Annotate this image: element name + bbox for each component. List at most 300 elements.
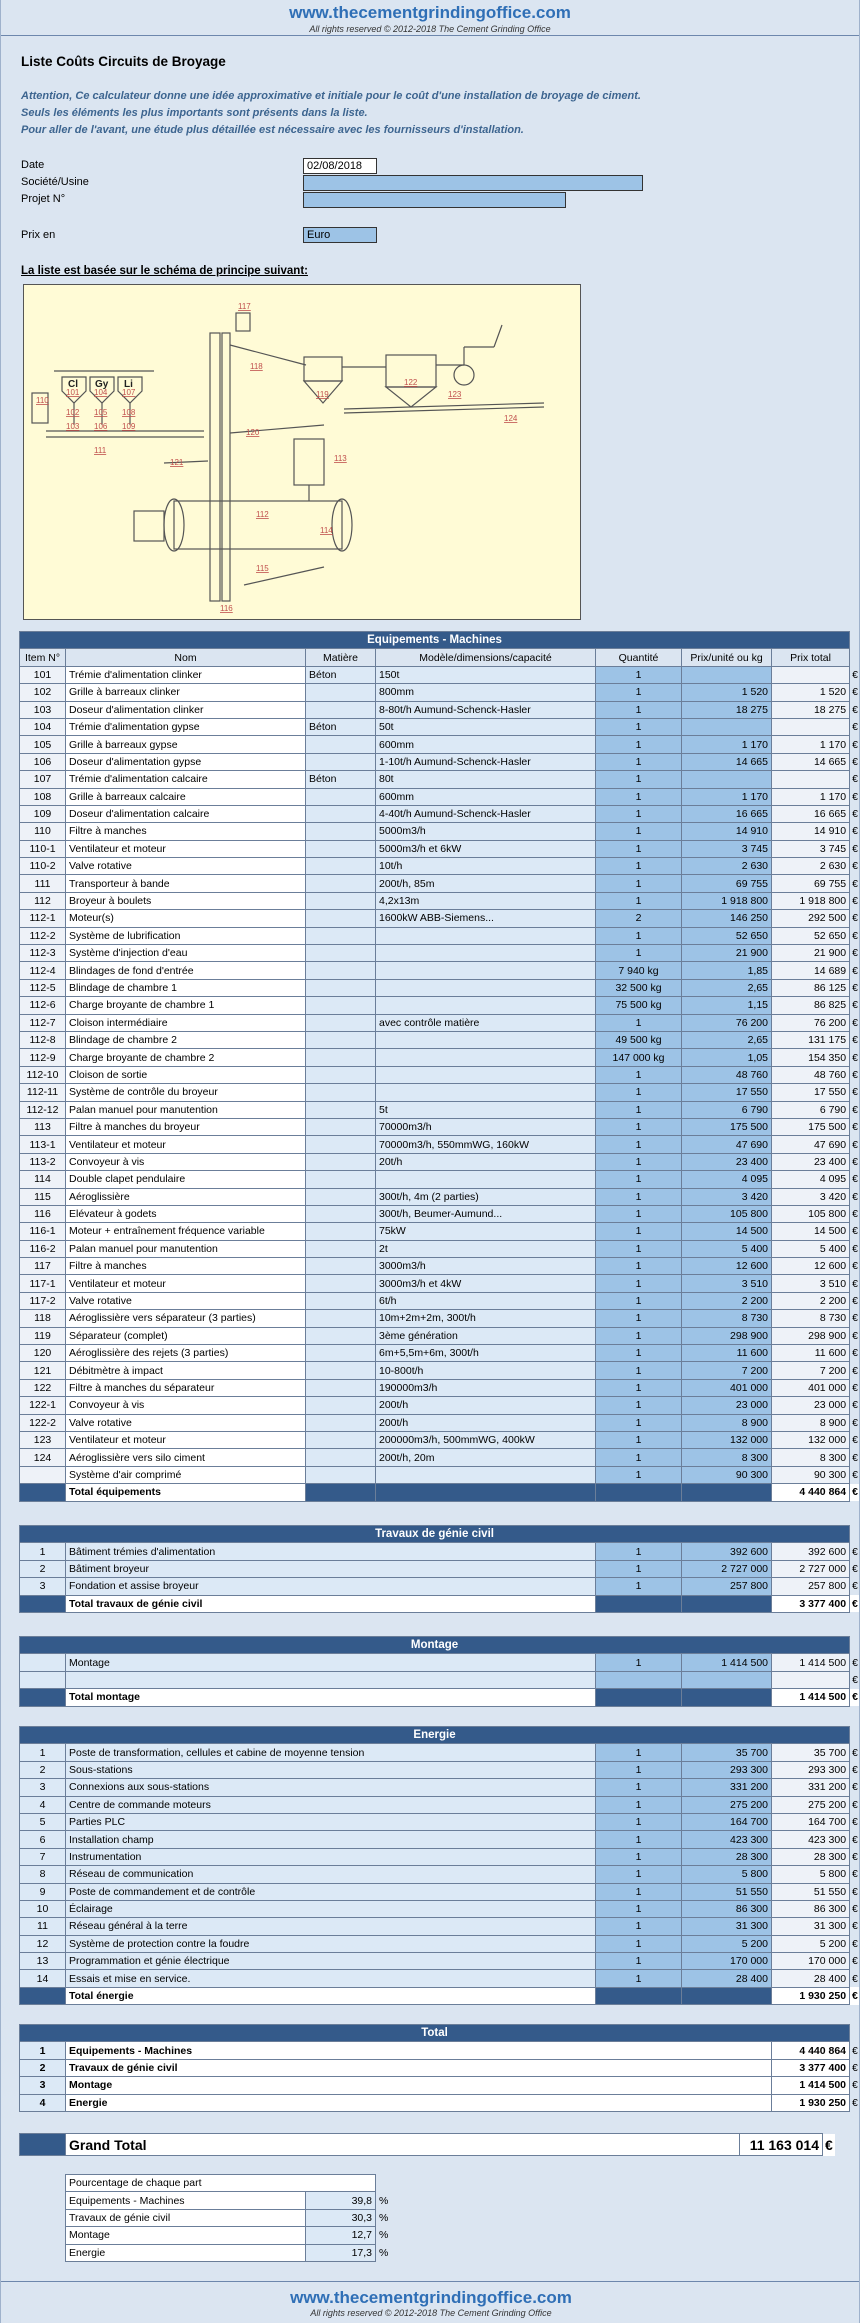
item-name: Elévateur à godets [66,1205,306,1222]
item-model[interactable]: 70000m3/h [376,1118,596,1135]
item-model[interactable]: 300t/h, 4m (2 parties) [376,1188,596,1205]
item-quantity[interactable]: 1 [596,1101,682,1118]
item-unit-price[interactable]: 52 650 [682,927,772,944]
item-unit-price[interactable]: 35 700 [682,1744,772,1761]
item-model[interactable]: 5t [376,1101,596,1118]
montage-table [19,1636,860,1707]
currency-symbol: € [850,1362,860,1379]
site-link[interactable]: www.thecementgrindingoffice.com [289,3,571,22]
item-unit-price[interactable]: 76 200 [682,1014,772,1031]
item-unit-price[interactable]: 11 600 [682,1345,772,1362]
item-number [20,1466,66,1483]
page-title: Liste Coûts Circuits de Broyage [21,54,226,69]
item-quantity[interactable]: 1 [596,805,682,822]
item-model[interactable]: 10-800t/h [376,1362,596,1379]
item-unit-price[interactable]: 14 910 [682,823,772,840]
item-quantity[interactable]: 1 [596,1449,682,1466]
table-row [20,1449,860,1466]
item-quantity[interactable]: 1 [596,1345,682,1362]
item-total-price: 90 300 [772,1466,850,1483]
item-unit-price[interactable]: 132 000 [682,1431,772,1448]
item-unit-price[interactable]: 3 745 [682,840,772,857]
item-quantity[interactable]: 1 [596,1796,682,1813]
item-unit-price[interactable]: 298 900 [682,1327,772,1344]
item-model[interactable]: 4,2x13m [376,892,596,909]
item-model[interactable] [376,979,596,996]
item-quantity[interactable]: 1 [596,684,682,701]
item-material[interactable] [306,910,376,927]
item-material[interactable] [306,684,376,701]
item-material[interactable] [306,858,376,875]
item-quantity[interactable]: 32 500 kg [596,979,682,996]
item-unit-price[interactable]: 8 900 [682,1414,772,1431]
svg-text:117: 117 [238,302,251,311]
item-material[interactable] [306,1327,376,1344]
item-name: Doseur d'alimentation gypse [66,753,306,770]
item-material[interactable] [306,1240,376,1257]
item-material[interactable] [306,1014,376,1031]
item-quantity[interactable]: 1 [596,718,682,735]
item-quantity[interactable]: 1 [596,1813,682,1830]
item-model[interactable] [376,997,596,1014]
item-unit-price[interactable]: 1 520 [682,684,772,701]
item-quantity[interactable]: 1 [596,1431,682,1448]
percentage-table [65,2174,396,2262]
item-quantity[interactable]: 1 [596,1866,682,1883]
item-material[interactable] [306,1258,376,1275]
item-material[interactable] [306,1345,376,1362]
item-quantity[interactable]: 1 [596,1171,682,1188]
col-name: Nom [66,649,306,666]
item-material[interactable] [306,1188,376,1205]
item-quantity[interactable]: 1 [596,1761,682,1778]
item-quantity[interactable]: 1 [596,788,682,805]
table-row [20,1431,860,1448]
item-quantity[interactable]: 1 [596,1275,682,1292]
item-unit-price[interactable]: 5 400 [682,1240,772,1257]
item-name: Filtre à manches du broyeur [66,1118,306,1135]
item-unit-price[interactable]: 1,05 [682,1049,772,1066]
item-unit-price[interactable]: 2 200 [682,1292,772,1309]
site-link[interactable]: www.thecementgrindingoffice.com [290,2288,572,2307]
table-row [20,910,860,927]
item-name: Éclairage [66,1900,596,1917]
item-quantity[interactable]: 1 [596,1654,682,1671]
item-material[interactable] [306,788,376,805]
item-quantity[interactable]: 1 [596,1258,682,1275]
item-quantity[interactable]: 1 [596,1779,682,1796]
item-quantity[interactable]: 1 [596,1136,682,1153]
item-quantity[interactable]: 1 [596,1970,682,1987]
item-model[interactable]: 600mm [376,736,596,753]
table-row [20,1240,860,1257]
item-quantity[interactable]: 1 [596,1362,682,1379]
item-model[interactable]: 190000m3/h [376,1379,596,1396]
table-row [20,1848,860,1865]
item-unit-price[interactable] [682,666,772,683]
item-material[interactable] [306,1205,376,1222]
table-row [20,684,860,701]
item-model[interactable]: avec contrôle matière [376,1014,596,1031]
item-model[interactable] [376,1031,596,1048]
item-model[interactable]: 200000m3/h, 500mmWG, 400kW [376,1431,596,1448]
item-unit-price[interactable]: 1 414 500 [682,1654,772,1671]
item-quantity[interactable]: 1 [596,927,682,944]
item-material[interactable] [306,1275,376,1292]
item-quantity[interactable]: 1 [596,1560,682,1577]
item-material[interactable]: Béton [306,718,376,735]
item-material[interactable]: Béton [306,771,376,788]
total-item-value: 1 414 500 [772,2077,850,2094]
item-unit-price[interactable]: 1 170 [682,788,772,805]
item-quantity[interactable]: 1 [596,1223,682,1240]
item-model[interactable]: 5000m3/h et 6kW [376,840,596,857]
item-unit-price[interactable]: 2,65 [682,1031,772,1048]
item-material[interactable] [306,701,376,718]
item-number: 115 [20,1188,66,1205]
item-unit-price[interactable]: 48 760 [682,1066,772,1083]
item-quantity[interactable]: 1 [596,1831,682,1848]
project-field[interactable] [303,192,566,208]
item-quantity[interactable]: 1 [596,1543,682,1560]
total-item-name: Equipements - Machines [66,2042,772,2059]
item-material[interactable] [306,753,376,770]
item-total-price: 8 730 [772,1310,850,1327]
item-number: 122-2 [20,1414,66,1431]
item-number: 10 [20,1900,66,1917]
item-total-price: 2 200 [772,1292,850,1309]
item-unit-price[interactable]: 401 000 [682,1379,772,1396]
currency-symbol: € [850,1431,860,1448]
item-name: Montage [66,1654,596,1671]
item-quantity[interactable]: 1 [596,1848,682,1865]
item-unit-price[interactable]: 3 510 [682,1275,772,1292]
svg-text:101: 101 [66,388,80,397]
total-item-name: Energie [66,2094,772,2111]
item-model[interactable]: 70000m3/h, 550mmWG, 160kW [376,1136,596,1153]
item-unit-price[interactable]: 5 200 [682,1935,772,1952]
item-quantity[interactable]: 1 [596,1240,682,1257]
svg-text:114: 114 [320,526,333,535]
item-model[interactable] [376,1049,596,1066]
item-unit-price[interactable]: 7 200 [682,1362,772,1379]
item-material[interactable] [306,1414,376,1431]
item-name: Poste de commandement et de contrôle [66,1883,596,1900]
item-unit-price[interactable]: 90 300 [682,1466,772,1483]
item-quantity[interactable]: 1 [596,1188,682,1205]
item-material[interactable] [306,1153,376,1170]
item-model[interactable]: 200t/h [376,1414,596,1431]
item-model[interactable]: 5000m3/h [376,823,596,840]
item-material[interactable] [306,805,376,822]
item-quantity[interactable]: 1 [596,823,682,840]
item-model[interactable] [376,1066,596,1083]
item-material[interactable] [306,875,376,892]
item-model[interactable]: 10m+2m+2m, 300t/h [376,1310,596,1327]
item-material[interactable]: Béton [306,666,376,683]
item-model[interactable]: 2t [376,1240,596,1257]
item-unit-price[interactable]: 423 300 [682,1831,772,1848]
item-unit-price[interactable]: 18 275 [682,701,772,718]
item-total-price: 5 400 [772,1240,850,1257]
item-quantity[interactable]: 1 [596,892,682,909]
item-material[interactable] [306,1066,376,1083]
item-unit-price[interactable]: 146 250 [682,910,772,927]
item-quantity[interactable]: 1 [596,1310,682,1327]
item-material[interactable] [306,945,376,962]
item-unit-price[interactable]: 8 730 [682,1310,772,1327]
item-unit-price[interactable]: 105 800 [682,1205,772,1222]
item-unit-price[interactable]: 5 800 [682,1866,772,1883]
item-unit-price[interactable]: 175 500 [682,1118,772,1135]
item-name: Filtre à manches du séparateur [66,1379,306,1396]
table-row [20,1397,860,1414]
item-model[interactable]: 6m+5,5m+6m, 300t/h [376,1345,596,1362]
svg-text:111: 111 [94,446,107,455]
item-quantity[interactable]: 1 [596,1084,682,1101]
item-model[interactable]: 300t/h, Beumer-Aumund... [376,1205,596,1222]
item-quantity[interactable]: 1 [596,1883,682,1900]
item-material[interactable] [306,927,376,944]
item-model[interactable]: 200t/h, 85m [376,875,596,892]
item-model[interactable]: 200t/h [376,1397,596,1414]
item-total-price: 28 400 [772,1970,850,1987]
currency-symbol: € [850,1414,860,1431]
item-model[interactable]: 200t/h, 20m [376,1449,596,1466]
item-material[interactable] [306,979,376,996]
item-quantity[interactable]: 1 [596,875,682,892]
item-unit-price[interactable]: 21 900 [682,945,772,962]
item-quantity[interactable]: 7 940 kg [596,962,682,979]
table-row [20,1831,860,1848]
item-material[interactable] [306,1449,376,1466]
item-unit-price[interactable]: 23 000 [682,1397,772,1414]
item-model[interactable]: 10t/h [376,858,596,875]
company-field[interactable] [303,175,643,191]
item-material[interactable] [306,1362,376,1379]
item-unit-price[interactable]: 16 665 [682,805,772,822]
item-model[interactable]: 8-80t/h Aumund-Schenck-Hasler [376,701,596,718]
item-name: Moteur + entraînement fréquence variable [66,1223,306,1240]
item-quantity[interactable]: 1 [596,753,682,770]
item-unit-price[interactable]: 3 420 [682,1188,772,1205]
item-quantity[interactable]: 1 [596,1578,682,1595]
date-field[interactable]: 02/08/2018 [303,158,377,174]
currency-symbol: € [850,1595,860,1612]
currency-field[interactable]: Euro [303,227,377,243]
item-quantity[interactable]: 1 [596,701,682,718]
item-total-price: 76 200 [772,1014,850,1031]
item-model[interactable]: 150t [376,666,596,683]
item-unit-price[interactable]: 1 918 800 [682,892,772,909]
item-model[interactable]: 75kW [376,1223,596,1240]
item-quantity[interactable]: 49 500 kg [596,1031,682,1048]
item-unit-price[interactable]: 12 600 [682,1258,772,1275]
item-unit-price[interactable]: 23 400 [682,1153,772,1170]
item-number: 104 [20,718,66,735]
item-model[interactable] [376,1084,596,1101]
item-material[interactable] [306,1397,376,1414]
item-quantity[interactable]: 1 [596,736,682,753]
item-total-price: 23 400 [772,1153,850,1170]
item-quantity[interactable]: 1 [596,1953,682,1970]
item-material[interactable] [306,1031,376,1048]
item-quantity[interactable]: 1 [596,1466,682,1483]
item-quantity[interactable]: 1 [596,1014,682,1031]
item-unit-price[interactable]: 2 727 000 [682,1560,772,1577]
item-quantity[interactable]: 1 [596,1066,682,1083]
item-model[interactable] [376,945,596,962]
item-model[interactable]: 3ème génération [376,1327,596,1344]
item-unit-price[interactable]: 28 400 [682,1970,772,1987]
item-material[interactable] [306,1171,376,1188]
table-row [66,2227,396,2244]
item-model[interactable]: 1600kW ABB-Siemens... [376,910,596,927]
table-row [20,1031,860,1048]
item-unit-price[interactable]: 31 300 [682,1918,772,1935]
item-material[interactable] [306,1292,376,1309]
item-model[interactable]: 3000m3/h et 4kW [376,1275,596,1292]
item-quantity[interactable]: 1 [596,840,682,857]
item-unit-price[interactable]: 275 200 [682,1796,772,1813]
item-model[interactable] [376,1466,596,1483]
item-model[interactable]: 1-10t/h Aumund-Schenck-Hasler [376,753,596,770]
item-material[interactable] [306,1431,376,1448]
item-quantity[interactable]: 1 [596,1379,682,1396]
item-quantity[interactable]: 147 000 kg [596,1049,682,1066]
item-quantity[interactable]: 1 [596,1414,682,1431]
item-total-price: 14 910 [772,823,850,840]
item-unit-price[interactable]: 8 300 [682,1449,772,1466]
item-quantity[interactable]: 1 [596,1292,682,1309]
item-model[interactable]: 4-40t/h Aumund-Schenck-Hasler [376,805,596,822]
svg-text:121: 121 [170,458,184,467]
item-name: Blindages de fond d'entrée [66,962,306,979]
item-model[interactable] [376,962,596,979]
item-material[interactable] [306,1118,376,1135]
item-material[interactable] [306,823,376,840]
item-quantity[interactable]: 1 [596,1153,682,1170]
item-quantity[interactable]: 1 [596,945,682,962]
item-name [66,1671,596,1688]
item-quantity[interactable]: 1 [596,666,682,683]
table-row [20,1813,860,1830]
item-quantity[interactable] [596,1671,682,1688]
item-number: 112-12 [20,1101,66,1118]
item-material[interactable] [306,840,376,857]
item-unit-price[interactable]: 1 170 [682,736,772,753]
item-model[interactable] [376,927,596,944]
item-unit-price[interactable]: 257 800 [682,1578,772,1595]
item-material[interactable] [306,1379,376,1396]
item-quantity[interactable]: 1 [596,1327,682,1344]
item-unit-price[interactable]: 6 790 [682,1101,772,1118]
table-row [20,701,860,718]
item-quantity[interactable]: 1 [596,1397,682,1414]
item-model[interactable]: 6t/h [376,1292,596,1309]
item-material[interactable] [306,962,376,979]
item-unit-price[interactable]: 14 500 [682,1223,772,1240]
item-unit-price[interactable]: 293 300 [682,1761,772,1778]
item-quantity[interactable]: 1 [596,1118,682,1135]
item-model[interactable]: 800mm [376,684,596,701]
item-material[interactable] [306,892,376,909]
item-quantity[interactable]: 1 [596,1900,682,1917]
item-material[interactable] [306,736,376,753]
item-quantity[interactable]: 1 [596,1935,682,1952]
item-model[interactable]: 20t/h [376,1153,596,1170]
item-quantity[interactable]: 1 [596,771,682,788]
item-unit-price[interactable]: 28 300 [682,1848,772,1865]
item-unit-price[interactable]: 164 700 [682,1813,772,1830]
item-model[interactable]: 600mm [376,788,596,805]
item-unit-price[interactable]: 86 300 [682,1900,772,1917]
item-number: 3 [20,1578,66,1595]
item-number [20,1671,66,1688]
item-material[interactable] [306,997,376,1014]
item-unit-price[interactable] [682,771,772,788]
item-unit-price[interactable]: 2,65 [682,979,772,996]
item-unit-price[interactable]: 4 095 [682,1171,772,1188]
item-unit-price[interactable]: 1,85 [682,962,772,979]
item-model[interactable]: 3000m3/h [376,1258,596,1275]
currency-symbol: € [850,805,860,822]
item-unit-price[interactable]: 170 000 [682,1953,772,1970]
item-unit-price[interactable]: 51 550 [682,1883,772,1900]
item-material[interactable] [306,1310,376,1327]
item-quantity[interactable]: 1 [596,1205,682,1222]
item-material[interactable] [306,1466,376,1483]
item-unit-price[interactable]: 392 600 [682,1543,772,1560]
item-material[interactable] [306,1049,376,1066]
item-unit-price[interactable]: 331 200 [682,1779,772,1796]
item-quantity[interactable]: 2 [596,910,682,927]
item-quantity[interactable]: 1 [596,1744,682,1761]
item-material[interactable] [306,1084,376,1101]
item-material[interactable] [306,1136,376,1153]
svg-text:110: 110 [36,396,49,405]
item-unit-price[interactable]: 2 630 [682,858,772,875]
item-model[interactable]: 50t [376,718,596,735]
item-unit-price[interactable] [682,1671,772,1688]
item-number: 113-1 [20,1136,66,1153]
item-quantity[interactable]: 1 [596,858,682,875]
intro-text [21,88,841,139]
item-number: 110 [20,823,66,840]
item-unit-price[interactable]: 1,15 [682,997,772,1014]
col-model: Modèle/dimensions/capacité [376,649,596,666]
item-unit-price[interactable]: 69 755 [682,875,772,892]
table-row [20,1310,860,1327]
svg-text:104: 104 [94,388,108,397]
item-unit-price[interactable]: 14 665 [682,753,772,770]
table-row [20,1761,860,1778]
item-name: Charge broyante de chambre 1 [66,997,306,1014]
item-quantity[interactable]: 75 500 kg [596,997,682,1014]
item-unit-price[interactable] [682,718,772,735]
item-unit-price[interactable]: 17 550 [682,1084,772,1101]
item-model[interactable] [376,1171,596,1188]
item-model[interactable]: 80t [376,771,596,788]
list-note: La liste est basée sur le schéma de principe suivant: [21,265,308,277]
currency-symbol: € [850,701,860,718]
svg-text:Gy: Gy [95,379,109,390]
civil-total-value: 3 377 400 [772,1595,850,1612]
item-unit-price[interactable]: 47 690 [682,1136,772,1153]
item-material[interactable] [306,1101,376,1118]
item-quantity[interactable]: 1 [596,1918,682,1935]
item-material[interactable] [306,1223,376,1240]
